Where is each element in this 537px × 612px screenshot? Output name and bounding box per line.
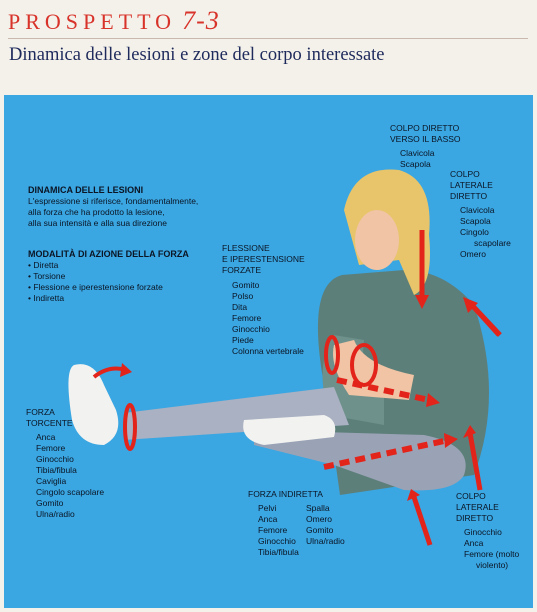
- forza-torcente-block: [26, 407, 104, 520]
- forza-indiretta-block: [248, 489, 345, 558]
- modalita-item: • Indiretta: [28, 293, 189, 304]
- forza-indiretta-item: Omero: [306, 514, 332, 524]
- modalita-item: • Flessione e iperestensione forzate: [28, 282, 189, 293]
- colpo-laterale-basso-item: violento): [476, 560, 509, 570]
- dinamica-line-0: L'espressione si riferisce, fondamentalmente,: [28, 196, 199, 206]
- colpo-basso-block: [390, 123, 461, 170]
- colpo-basso-title-0: COLPO DIRETTO: [390, 123, 460, 133]
- colpo-laterale-alto-title-0: COLPO: [450, 169, 480, 179]
- colpo-laterale-basso-item: Ginocchio: [464, 527, 502, 537]
- forza-torcente-item: Tibia/fibula: [36, 465, 77, 475]
- flessione-item: Dita: [232, 302, 248, 312]
- colpo-laterale-basso-list: [456, 527, 519, 571]
- colpo-laterale-basso-item: Anca: [464, 538, 484, 548]
- flessione-item: Femore: [232, 313, 262, 323]
- flessione-item: Piede: [232, 335, 254, 345]
- flessione-item: Gomito: [232, 280, 260, 290]
- forza-indiretta-col1: [258, 503, 306, 558]
- page-subtitle: Dinamica delle lesioni e zone del corpo interessate: [9, 45, 385, 65]
- face-shape: [355, 210, 399, 270]
- flessione-item: Ginocchio: [232, 324, 270, 334]
- forza-torcente-item: Femore: [36, 443, 66, 453]
- colpo-laterale-alto-item: scapolare: [474, 238, 511, 248]
- colpo-laterale-basso-item: Femore (molto: [464, 549, 520, 559]
- forza-torcente-item: Caviglia: [36, 476, 67, 486]
- prospetto-label: PROSPETTO: [8, 9, 177, 34]
- forza-torcente-title-0: FORZA: [26, 407, 55, 417]
- prospetto-number: 7-3: [182, 6, 220, 35]
- modalita-item: • Torsione: [28, 271, 189, 282]
- flessione-title-1: E IPERESTENSIONE: [222, 254, 305, 264]
- colpo-basso-item: Scapola: [400, 159, 431, 169]
- forza-torcente-item: Anca: [36, 432, 56, 442]
- forza-torcente-list: [26, 432, 104, 520]
- forza-indiretta-columns: [248, 503, 345, 558]
- colpo-basso-list: [390, 148, 461, 170]
- forza-indiretta-item: Femore: [258, 525, 288, 535]
- colpo-laterale-alto-title-1: LATERALE: [450, 180, 493, 190]
- flessione-title-2: FORZATE: [222, 265, 262, 275]
- forza-indiretta-title: FORZA INDIRETTA: [248, 489, 323, 499]
- modalita-item: • Diretta: [28, 260, 189, 271]
- forza-indiretta-item: Spalla: [306, 503, 330, 513]
- forza-torcente-item: Gomito: [36, 498, 64, 508]
- illustration-panel: [4, 95, 533, 608]
- modalita-title: MODALITÀ DI AZIONE DELLA FORZA: [28, 249, 189, 259]
- modalita-block: [28, 249, 189, 304]
- dinamica-line-2: alla sua intensità e alla sua direzione: [28, 218, 167, 228]
- forza-indiretta-col2: [306, 503, 345, 558]
- colpo-laterale-alto-item: Scapola: [460, 216, 491, 226]
- colpo-laterale-basso-title-1: LATERALE: [456, 502, 499, 512]
- colpo-laterale-alto-list: [450, 205, 511, 260]
- colpo-laterale-alto-title-2: DIRETTO: [450, 191, 488, 201]
- colpo-laterale-alto-block: [450, 169, 511, 260]
- arrow-lateral-hip: [414, 497, 430, 545]
- forza-indiretta-item: Ginocchio: [258, 536, 296, 546]
- colpo-laterale-basso-block: [456, 491, 519, 571]
- arrowhead-torsion-foot: [120, 363, 132, 377]
- colpo-laterale-alto-item: Clavicola: [460, 205, 495, 215]
- forza-indiretta-item: Anca: [258, 514, 278, 524]
- colpo-basso-title-1: VERSO IL BASSO: [390, 134, 461, 144]
- colpo-laterale-basso-title-2: DIRETTO: [456, 513, 494, 523]
- header-rule: [8, 38, 528, 39]
- dinamica-title: DINAMICA DELLE LESIONI: [28, 185, 144, 195]
- colpo-basso-item: Clavicola: [400, 148, 435, 158]
- forza-torcente-item: Cingolo scapolare: [36, 487, 105, 497]
- colpo-laterale-alto-item: Omero: [460, 249, 486, 259]
- colpo-laterale-alto-item: Cingolo: [460, 227, 489, 237]
- forza-torcente-item: Ginocchio: [36, 454, 74, 464]
- forza-torcente-title-1: TORCENTE: [26, 418, 73, 428]
- forza-indiretta-item: Gomito: [306, 525, 334, 535]
- flessione-item: Polso: [232, 291, 254, 301]
- forza-indiretta-item: Pelvi: [258, 503, 277, 513]
- flessione-block: [222, 243, 305, 357]
- dinamica-line-1: alla forza che ha prodotto la lesione,: [28, 207, 165, 217]
- forza-indiretta-item: Ulna/radio: [306, 536, 345, 546]
- dinamica-block: [28, 185, 198, 229]
- forza-torcente-item: Ulna/radio: [36, 509, 75, 519]
- forza-indiretta-item: Tibia/fibula: [258, 547, 299, 557]
- flessione-list: [222, 280, 305, 357]
- colpo-laterale-basso-title-0: COLPO: [456, 491, 486, 501]
- prospetto-title: [8, 6, 220, 36]
- header: [0, 0, 537, 90]
- flessione-item: Colonna vertebrale: [232, 346, 304, 356]
- flessione-title-0: FLESSIONE: [222, 243, 270, 253]
